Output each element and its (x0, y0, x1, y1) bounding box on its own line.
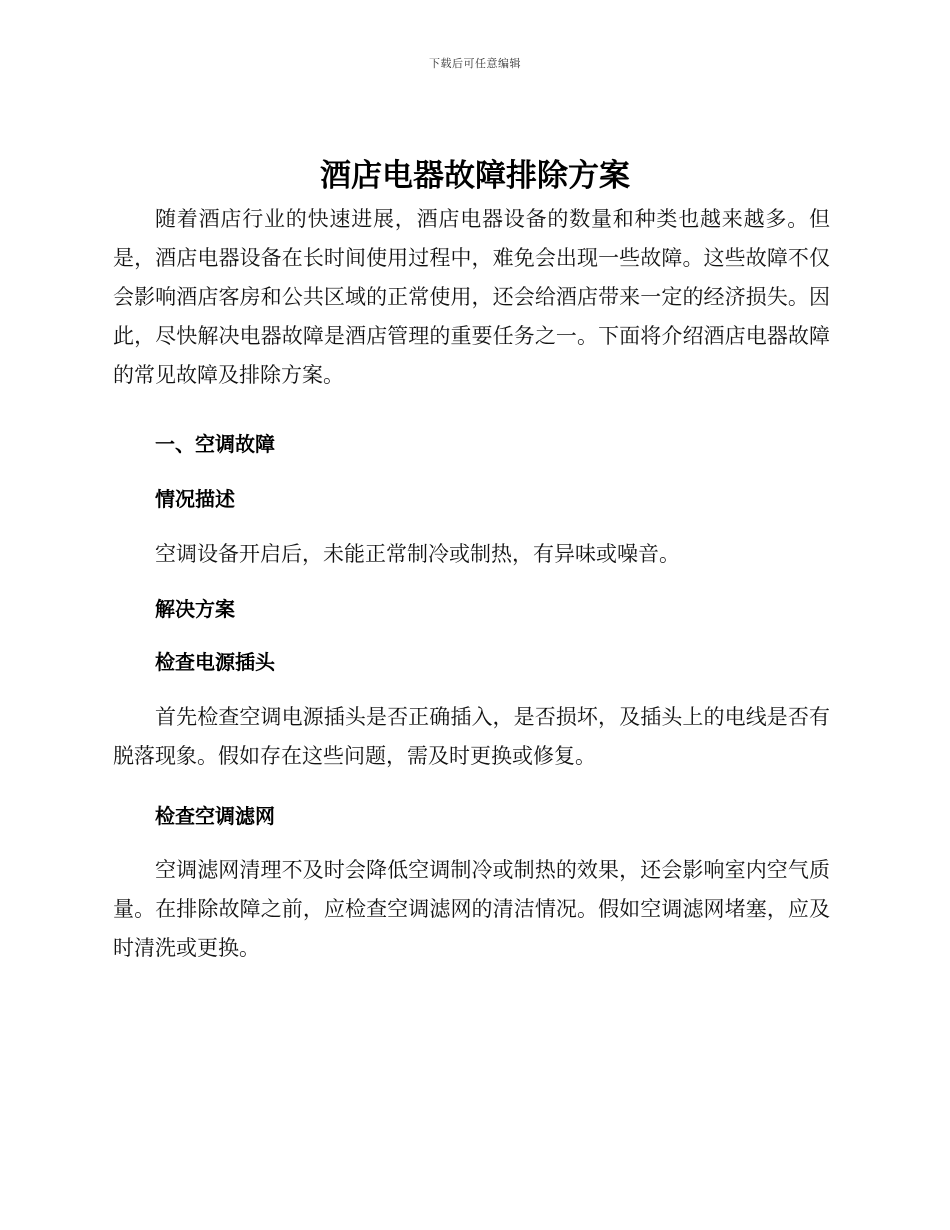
header-note: 下载后可任意编辑 (429, 57, 521, 70)
check-power-plug-paragraph: 首先检查空调电源插头是否正确插入，是否损坏，及插头上的电线是否有脱落现象。假如存在这些问题，需及时更换或修复。 (113, 705, 830, 768)
situation-paragraph: 空调设备开启后，未能正常制冷或制热，有异味或噪音。 (155, 542, 680, 566)
subheading-check-power-plug: 检查电源插头 (155, 650, 275, 674)
intro-paragraph: 随着酒店行业的快速进展，酒店电器设备的数量和种类也越来越多。但是，酒店电器设备在长时间使用过程中，难免会出现一些故障。这些故障不仅会影响酒店客房和公共区域的正常使用，还会给酒店带来一定的经济损失。因此，尽快解决电器故障是酒店管理的重要任务之一。下面将介绍酒店电器故障的常见故障及排除方案。 (113, 207, 830, 387)
section-heading-air-conditioner: 一、空调故障 (155, 432, 275, 456)
check-filter-paragraph: 空调滤网清理不及时会降低空调制冷或制热的效果，还会影响室内空气质量。在排除故障之前，应检查空调滤网的清洁情况。假如空调滤网堵塞，应及时清洗或更换。 (113, 858, 830, 960)
document-title: 酒店电器故障排除方案 (320, 158, 630, 194)
subheading-check-filter: 检查空调滤网 (155, 804, 275, 828)
subheading-solution: 解决方案 (155, 597, 235, 621)
subheading-situation: 情况描述 (155, 487, 235, 511)
